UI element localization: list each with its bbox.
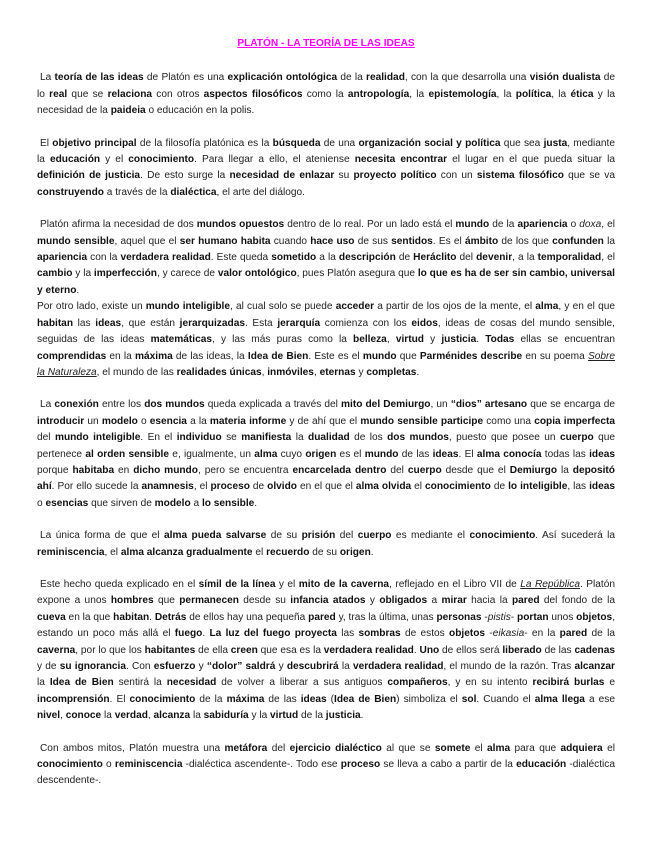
bold-term: lo sensible (201, 497, 255, 509)
bold-term: portan (517, 611, 549, 623)
bold-term: Idea de Bien (247, 350, 309, 362)
bold-term: definición de justicia (37, 170, 141, 182)
bold-term: pared (308, 611, 336, 623)
bold-term: justicia (325, 710, 361, 722)
bold-term: máxima (135, 350, 173, 362)
bold-term: máxima (226, 693, 265, 705)
document-page (37, 36, 615, 806)
bold-term: habitaba (72, 464, 115, 476)
bold-term: alcanza (153, 710, 191, 722)
bold-term: alma conocía (476, 448, 542, 460)
bold-term: comprendidas (37, 350, 107, 362)
bold-term: completas (366, 366, 417, 378)
bold-term: sistema filosófico (476, 170, 564, 182)
bold-term: ámbito (464, 235, 499, 247)
bold-term: necesita encontrar (354, 154, 448, 166)
bold-term: obligados (379, 595, 428, 607)
bold-term: imperfección (93, 268, 157, 280)
bold-term: cadenas (574, 644, 615, 656)
bold-term: artesano (484, 399, 528, 411)
bold-term: antropología (347, 88, 410, 100)
bold-term: mundo (362, 350, 397, 362)
bold-term: belleza (353, 334, 387, 346)
bold-term: saldrá (245, 661, 276, 672)
bold-term: cuerpo (559, 432, 594, 444)
bold-term: verdad (114, 710, 148, 722)
bold-term: reminiscencia (37, 546, 105, 558)
bold-term: adquiera (560, 742, 603, 754)
bold-term: conoce (65, 710, 102, 722)
bold-term: cuerpo (407, 464, 442, 476)
bold-term: habitan (113, 611, 150, 623)
bold-term: Demiurgo (509, 464, 558, 476)
italic-term: eikasia (492, 628, 525, 640)
bold-term: jerarquía (277, 317, 321, 329)
bold-term: dualidad (308, 432, 350, 444)
bold-term: devenir (476, 252, 513, 264)
bold-term: política (515, 88, 552, 100)
bold-term: “dios” (450, 399, 482, 411)
bold-term: proyecto político (353, 170, 437, 182)
bold-term: proceso (210, 481, 250, 493)
bold-term: confunden (552, 235, 604, 247)
bold-term: organización social y política (358, 137, 501, 149)
bold-term: paideia (110, 105, 146, 117)
bold-term: cueva (37, 611, 66, 623)
bold-term: pared (559, 628, 588, 640)
bold-term: lo inteligible (508, 481, 568, 493)
bold-term: virtud (395, 334, 424, 346)
bold-term: mito de la caverna (298, 578, 390, 590)
bold-term: jerarquizadas (179, 317, 245, 329)
bold-term: compañeros (387, 677, 448, 689)
bold-term: visión dualista (529, 72, 601, 84)
bold-term: conocimiento (425, 481, 491, 493)
bold-term: justicia (441, 334, 477, 346)
bold-term: esencias (45, 497, 89, 509)
bold-term: verdadera realidad (352, 661, 444, 672)
bold-term: ideas (300, 693, 327, 705)
bold-term: modelo (154, 497, 191, 509)
bold-term: dos mundos (144, 399, 205, 411)
bold-term: caverna (37, 644, 76, 656)
bold-term: esfuerzo (153, 661, 196, 672)
bold-term: copia imperfecta (534, 415, 616, 427)
bold-term: atados (332, 595, 366, 607)
bold-term: temporalidad (537, 252, 602, 264)
bold-term: realidad (366, 72, 405, 84)
bold-term: lo que es ha de ser sin cambio, universal y eterno (37, 268, 615, 296)
paragraph-6: La única forma de que el alma pueda salvarse de su prisión del cuerpo es mediante el conocimiento. Así sucederá la reminiscencia, el alma alcanza gradualmente el recuerdo de su origen. (37, 530, 616, 558)
bold-term: Todas (485, 334, 515, 346)
paragraph-5: La conexión entre los dos mundos queda explicada a través del mito del Demiurgo, un “dios” artesano que se encarga de introducir un modelo o esencia a la materia informe y de ahí que el mundo sensible participe como una copia imperfecta del mundo inteligible. En el individuo se manifiesta la dualidad de los dos mundos, puesto que posee un cuerpo que pertenece al orden sensible e, igualmente, un alma cuyo origen es el mundo de las ideas. El alma conocía todas las ideas porque habitaba en dicho mundo, pero se encuentra encarcelada dentro del cuerpo desde que el Demiurgo la depositó ahí. Por ello sucede la anamnesis, el proceso de olvido en el que el alma olvida el conocimiento de lo inteligible, las ideas o esencias que sirven de modelo a lo sensible. (37, 399, 616, 509)
bold-term: necesidad (166, 677, 217, 689)
bold-term: nivel (37, 710, 61, 722)
bold-term: objetos (449, 628, 486, 640)
bold-term: mundo sensible participe (360, 415, 484, 427)
bold-term: conocimiento (37, 759, 103, 771)
bold-term: Idea de Bien (49, 677, 114, 689)
bold-term: reminiscencia (114, 759, 183, 771)
document-title: PLATÓN - LA TEORÍA DE LAS IDEAS (237, 38, 415, 49)
bold-term: descubrirá (286, 661, 339, 672)
bold-term: verdadera realidad (120, 252, 211, 264)
bold-term: “dolor” (206, 661, 243, 672)
bold-term: ser humano habita (179, 235, 271, 247)
bold-term: fuego (174, 628, 203, 640)
bold-term: apariencia (517, 219, 568, 231)
bold-term: cambio (37, 268, 73, 280)
bold-term: objetos (576, 611, 613, 623)
italic-term: doxa (579, 219, 602, 231)
bold-term: mundos opuestos (196, 219, 285, 231)
bold-term: mundo (455, 219, 490, 231)
bold-term: búsqueda (272, 137, 321, 149)
bold-term: su ignorancia (59, 661, 126, 672)
bold-term: personas (436, 611, 482, 623)
bold-term: mundo (364, 448, 399, 460)
bold-term: epistemología (428, 88, 497, 100)
bold-term: ideas (589, 481, 616, 493)
bold-term: sombras (358, 628, 401, 640)
bold-term: pared (511, 595, 540, 607)
bold-term: relaciona (107, 88, 153, 100)
bold-term: esencia (149, 415, 187, 427)
bold-term: introducir (37, 415, 85, 427)
bold-term: metáfora (224, 742, 268, 754)
bold-term: matemáticas (150, 334, 212, 346)
bold-term: alma (535, 301, 559, 313)
bold-term: Detrás (154, 611, 187, 623)
bold-term: conocimiento (128, 154, 195, 166)
bold-term: encarcelada dentro (292, 464, 387, 476)
bold-term: ahí (37, 481, 52, 493)
bold-term: mito del Demiurgo (341, 399, 431, 411)
bold-term: recuerdo (266, 546, 310, 558)
bold-term: eternas (319, 366, 356, 378)
bold-term: dos mundos (387, 432, 449, 444)
bold-term: cuerpo (357, 530, 392, 542)
bold-term: modelo (101, 415, 138, 427)
bold-term: alma pueda salvarse (164, 530, 267, 542)
bold-term: mirar (441, 595, 467, 607)
bold-term: real (49, 88, 68, 100)
bold-term: aspectos filosóficos (203, 88, 303, 100)
bold-term: alma (254, 448, 278, 460)
bold-term: Idea de Bien (334, 693, 397, 705)
paragraph-8: Con ambos mitos, Platón muestra una metáfora del ejercicio dialéctico al que se somete el alma para que adquiera el conocimiento o reminiscencia -dialéctica ascendente-. Todo ese proceso se lleva a cabo a partir de la educación -dialéctica descendente-. (37, 742, 615, 787)
bold-term: olvido (267, 481, 297, 493)
paragraph-3: Platón afirma la necesidad de dos mundos opuestos dentro de lo real. Por un lado está el mundo de la apariencia o doxa, el mundo sensible, aquel que el ser humano habita cuando hace uso de sus sentidos. Es el ámbito de los que confunden la apariencia con la verdadera realidad. Este queda sometido a la descripción de Heráclito del devenir, a la temporalidad, el cambio y la imperfección, y carece de valor ontológico, pues Platón asegura que lo que es ha de ser sin cambio, universal y eterno. (37, 219, 616, 296)
bold-term: inmóviles (267, 366, 314, 378)
bold-term: creen (230, 644, 258, 656)
bold-term: acceder (335, 301, 375, 313)
bold-term: conocimiento (129, 693, 196, 705)
bold-term: alma alcanza gradualmente (120, 546, 253, 558)
bold-term: alcanzar (574, 661, 615, 672)
bold-term: alma olvida (355, 481, 412, 493)
bold-term: virtud (270, 710, 299, 722)
bold-term: sometido (271, 252, 317, 264)
bold-term: mundo sensible (37, 235, 115, 247)
bold-term: construyendo (37, 186, 104, 198)
bold-term: sentidos (391, 235, 433, 247)
bold-term: conocimiento (469, 530, 536, 542)
bold-term: dialéctica (170, 186, 217, 198)
bold-term: educación (516, 759, 567, 771)
paragraph-4: Por otro lado, existe un mundo inteligible, al cual solo se puede acceder a partir de los ojos de la mente, el alma, y en el que habitan las ideas, que están jerarquizadas. Esta jerarquía comienza con los eidos, ideas de cosas del mundo sensible, seguidas de las ideas matemáticas, y las más puras como la belleza, virtud y justicia. Todas ellas se encuentran comprendidas en la máxima de las ideas, la Idea de Bien. Este es el mundo que Parménides describe en su poema Sobre la Naturaleza, el mundo de las realidades únicas, inmóviles, eternas y completas. (37, 301, 616, 378)
work-title: Sobre la Naturaleza (37, 350, 615, 378)
paragraph-7: Este hecho queda explicado en el símil de la línea y el mito de la caverna, reflejado en el Libro VII de La República. Platón expone a unos hombres que permanecen desde su infancia atados y obligados a mirar hacia la pared del fondo de la cueva en la que habitan. Detrás de ellos hay una pequeña pared y, tras la última, unas personas -pistis- portan unos objetos, estando un poco más allá el fuego. La luz del fuego proyecta las sombras de estos objetos -eikasia- en la pared de la caverna, por lo que los habitantes de ella creen que esa es la verdadera realidad. Uno de ellos será liberado de las cadenas y de su ignorancia. Con esfuerzo y “dolor” saldrá y descubrirá la verdadera realidad, el mundo de la razón. Tras alcanzar la Idea de Bien sentirá la necesidad de volver a liberar a sus antiguos compañeros, y en su intento recibirá burlas e incomprensión. El conocimiento de la máxima de las ideas (Idea de Bien) simboliza el sol. Cuando el alma llega a ese nivel, conoce la verdad, alcanza la sabiduría y la virtud de la justicia. (37, 578, 616, 722)
bold-term: ética (570, 88, 594, 100)
bold-term: alma (487, 742, 511, 754)
bold-term: sabiduría (203, 710, 249, 722)
bold-term: depositó (572, 464, 615, 476)
bold-term: Parménides describe (419, 350, 523, 362)
bold-term: necesidad de enlazar (229, 170, 335, 182)
bold-term: teoría de las ideas (54, 72, 144, 84)
bold-term: al orden sensible (85, 448, 170, 460)
bold-term: proceso (340, 759, 381, 771)
bold-term: burlas (574, 677, 605, 689)
bold-term: somete (434, 742, 471, 754)
bold-term: ideas (432, 448, 459, 460)
bold-term: hace uso (310, 235, 355, 247)
bold-term: dicho mundo (133, 464, 198, 476)
bold-term: descripción (338, 252, 396, 264)
bold-term: incomprensión (37, 693, 110, 705)
paragraph-2: El objetivo principal de la filosofía platónica es la búsqueda de una organización social y política que sea justa, mediante la educación y el conocimiento. Para llegar a ello, el ateniense necesita encontrar el lugar en el que pueda situar la definición de justicia. De esto surge la necesidad de enlazar su proyecto político con un sistema filosófico que se va construyendo a través de la dialéctica, el arte del diálogo. (37, 137, 616, 198)
bold-term: recibirá (532, 677, 570, 689)
bold-term: objetivo principal (52, 137, 137, 149)
bold-term: Uno (419, 644, 440, 656)
bold-term: alma llega (534, 693, 585, 705)
bold-term: hombres (110, 595, 154, 607)
bold-term: ideas (95, 317, 122, 329)
bold-term: explicación ontológica (227, 72, 338, 84)
bold-term: origen (339, 546, 371, 558)
bold-term: materia informe (209, 415, 287, 427)
bold-term: anamnesis (141, 481, 194, 493)
bold-term: infancia (290, 595, 329, 607)
bold-term: liberado (502, 644, 542, 656)
bold-term: realidades únicas (176, 366, 262, 378)
bold-term: La luz del fuego proyecta (209, 628, 337, 640)
bold-term: conexión (54, 399, 99, 411)
bold-term: símil de la línea (198, 578, 276, 590)
bold-term: individuo (176, 432, 222, 444)
paragraph-1: La teoría de las ideas de Platón es una explicación ontológica de la realidad, con la que desarrolla una visión dualista de lo real que se relaciona con otros aspectos filosóficos como la antropología, la epistemología, la política, la ética y la necesidad de la paideia o educación en la polis. (37, 72, 616, 117)
bold-term: ideas (589, 448, 616, 460)
bold-term: mundo inteligible (145, 301, 230, 313)
bold-term: valor ontológico (217, 268, 297, 280)
bold-term: eidos (411, 317, 438, 329)
bold-term: apariencia (37, 252, 88, 264)
bold-term: habitan (37, 317, 74, 329)
bold-term: manifiesta (241, 432, 292, 444)
italic-term: pistis (487, 611, 511, 623)
bold-term: mundo inteligible (54, 432, 141, 444)
bold-term: Heráclito (413, 252, 457, 264)
bold-term: educación (49, 154, 101, 166)
bold-term: origen (305, 448, 337, 460)
bold-term: verdadera realidad (323, 644, 414, 656)
work-title: La República (520, 578, 580, 590)
bold-term: prisión (301, 530, 336, 542)
bold-term: ejercicio dialéctico (289, 742, 382, 754)
bold-term: sol (461, 693, 477, 705)
bold-term: habitantes (144, 644, 196, 656)
bold-term: justa (543, 137, 568, 149)
bold-term: permanecen (179, 595, 239, 607)
